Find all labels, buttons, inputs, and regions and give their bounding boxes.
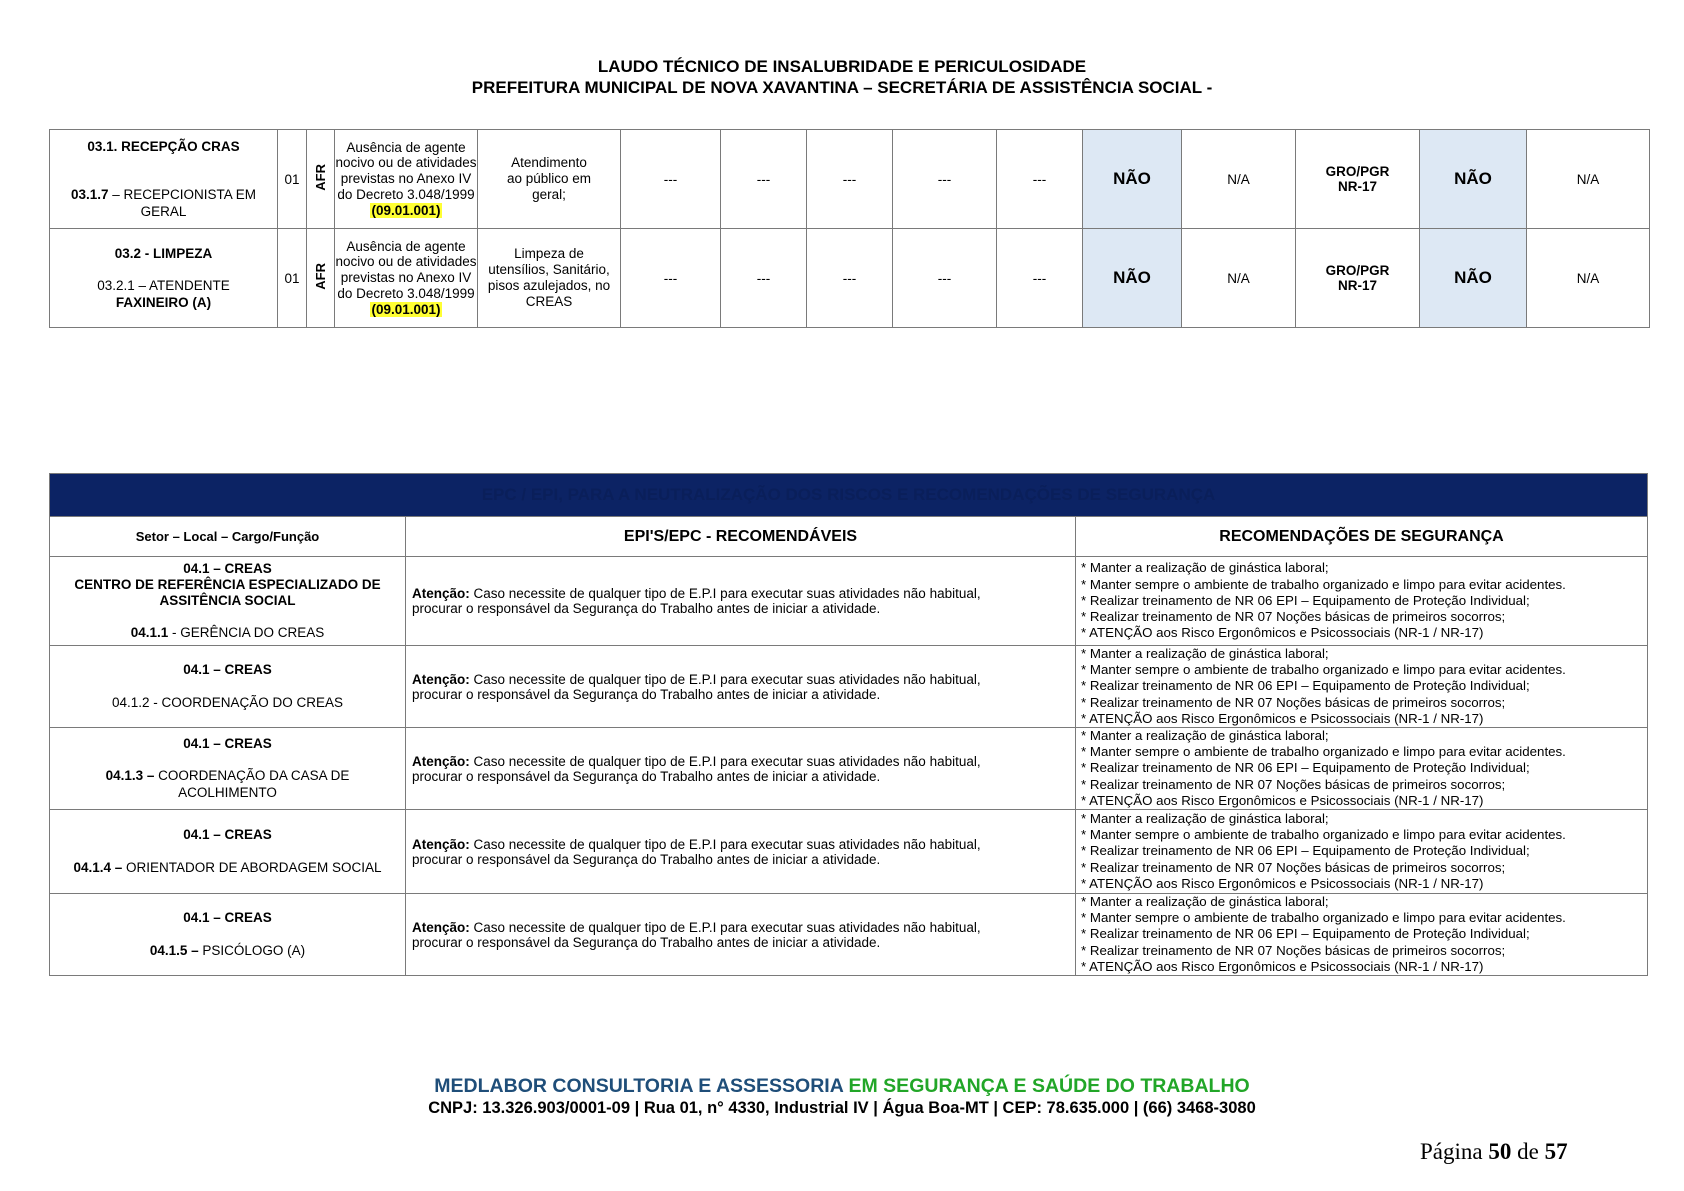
- dash-cell: ---: [997, 229, 1083, 328]
- recommendations-cell: [1076, 646, 1648, 728]
- risk-table: [49, 129, 1650, 328]
- role-text: - GERÊNCIA DO CREAS: [168, 625, 325, 641]
- attention-line-2: procurar o responsável da Segurança do Trabalho antes de iniciar a atividade.: [412, 934, 881, 950]
- risk-row: [50, 130, 1650, 229]
- epi-cell: [406, 557, 1076, 646]
- sector-title: 04.1 – CREAS: [183, 560, 272, 576]
- dash-cell: ---: [893, 130, 997, 229]
- recommendation-item: * ATENÇÃO aos Risco Ergonômicos e Psicossociais (NR-1 / NR-17): [1081, 875, 1484, 891]
- sector-title: 04.1 – CREAS: [183, 662, 272, 678]
- attention-label: Atenção:: [412, 753, 470, 769]
- attention-line-2: procurar o responsável da Segurança do Trabalho antes de iniciar a atividade.: [412, 601, 881, 616]
- recommendation-item: * Realizar treinamento de NR 06 EPI – Equipamento de Proteção Individual;: [1081, 592, 1530, 608]
- grau-cell: N/A: [1182, 229, 1296, 328]
- recommendation-item: * ATENÇÃO aos Risco Ergonômicos e Psicossociais (NR-1 / NR-17): [1081, 792, 1484, 808]
- attention-text: Caso necessite de qualquer tipo de E.P.I para executar suas atividades não habitual,: [469, 671, 981, 687]
- insalubridade-cell: NÃO: [1083, 229, 1182, 328]
- recommendations-cell: [1076, 894, 1648, 976]
- col-header-sector: Setor – Local – Cargo/Função: [50, 517, 406, 557]
- attention-line: [412, 837, 1075, 852]
- qty-cell: 01: [278, 229, 307, 328]
- epc-row: [50, 557, 1648, 646]
- activity-cell: Atendimento ao público em geral;: [478, 130, 621, 229]
- epc-row: [50, 728, 1648, 810]
- risk-type-cell: [307, 229, 335, 328]
- attention-line-2: procurar o responsável da Segurança do Trabalho antes de iniciar a atividade.: [412, 851, 881, 867]
- sector-cell: [50, 557, 406, 646]
- recommendation-item: * Realizar treinamento de NR 07 Noções básicas de primeiros socorros;: [1081, 694, 1506, 710]
- recommendation-item: * Manter a realização de ginástica laboral;: [1081, 560, 1329, 576]
- recommendations-cell: [1076, 728, 1648, 810]
- dash-cell: ---: [621, 130, 721, 229]
- page-total: 57: [1544, 1139, 1568, 1164]
- agent-cell: [335, 229, 478, 328]
- attention-line: [412, 754, 1075, 769]
- sector-title: 04.1 – CREAS: [183, 827, 272, 843]
- agent-text: Ausência de agente nocivo ou de atividades previstas no Anexo IV do Decreto 3.048/1999: [335, 238, 477, 301]
- attention-label: Atenção:: [412, 586, 470, 601]
- role-text: 04.1.2 - COORDENAÇÃO DO CREAS: [111, 694, 344, 710]
- footer-company-blue: MEDLABOR CONSULTORIA E ASSESSORIA: [434, 1075, 844, 1097]
- epc-row: [50, 810, 1648, 894]
- role-code: 04.1.5 –: [149, 942, 199, 958]
- role-text: COORDENAÇÃO DA CASA DE ACOLHIMENTO: [154, 768, 350, 800]
- attention-line: [412, 586, 1075, 601]
- recommendation-item: * Realizar treinamento de NR 06 EPI – Equipamento de Proteção Individual;: [1081, 760, 1530, 776]
- recommendation-item: * Manter a realização de ginástica laboral;: [1081, 646, 1329, 661]
- epc-row: [50, 646, 1648, 728]
- attention-text: Caso necessite de qualquer tipo de E.P.I para executar suas atividades não habitual,: [469, 836, 981, 852]
- dash-cell: ---: [807, 229, 893, 328]
- attention-text: Caso necessite de qualquer tipo de E.P.I para executar suas atividades não habitual,: [469, 753, 981, 769]
- sector-cell: [50, 229, 278, 328]
- dash-cell: ---: [721, 130, 807, 229]
- role-text: – RECEPCIONISTA EM GERAL: [108, 187, 257, 219]
- role-text: FAXINEIRO (A): [115, 295, 212, 310]
- insalubridade-cell: NÃO: [1083, 130, 1182, 229]
- recommendation-item: * ATENÇÃO aos Risco Ergonômicos e Psicossociais (NR-1 / NR-17): [1081, 958, 1484, 974]
- attention-line: [412, 672, 1075, 687]
- sector-title: 04.1 – CREAS: [183, 736, 272, 752]
- epi-cell: [406, 894, 1076, 976]
- sector-cell: [50, 646, 406, 728]
- sector-title: 04.1 – CREAS: [183, 910, 272, 926]
- recommendation-item: * Manter sempre o ambiente de trabalho organizado e limpo para evitar acidentes.: [1081, 910, 1566, 926]
- attention-label: Atenção:: [412, 919, 470, 935]
- role-code: 04.1.4 –: [73, 859, 123, 875]
- attention-text: Caso necessite de qualquer tipo de E.P.I para executar suas atividades não habitual,: [469, 586, 981, 601]
- recommendation-item: * Manter sempre o ambiente de trabalho organizado e limpo para evitar acidentes.: [1081, 576, 1566, 592]
- recommendation-item: * Manter a realização de ginástica laboral;: [1081, 811, 1329, 827]
- role-label: [56, 943, 399, 959]
- recommendation-item: * ATENÇÃO aos Risco Ergonômicos e Psicossociais (NR-1 / NR-17): [1081, 710, 1484, 726]
- document-subtitle: PREFEITURA MUNICIPAL DE NOVA XAVANTINA – SECRETÁRIA DE ASSISTÊNCIA SOCIAL -: [471, 78, 1213, 97]
- periculosidade-cell: NÃO: [1420, 229, 1527, 328]
- recommendations-cell: [1076, 810, 1648, 894]
- footer-address: CNPJ: 13.326.903/0001-09 | Rua 01, n° 4330, Industrial IV | Água Boa-MT | CEP: 78.635.000 | (66) 3468-3080: [428, 1099, 1256, 1117]
- sector-title: 03.1. RECEPÇÃO CRAS: [87, 139, 240, 154]
- epi-cell: [406, 728, 1076, 810]
- grau-cell: N/A: [1527, 229, 1650, 328]
- epc-banner: EPC / EPI, PARA A NEUTRALIZAÇÃO DOS RISCOS E RECOMENDAÇÕES DE SEGURANÇA: [50, 474, 1648, 517]
- recommendation-item: * Realizar treinamento de NR 06 EPI – Equipamento de Proteção Individual;: [1081, 678, 1530, 694]
- recommendation-item: * ATENÇÃO aos Risco Ergonômicos e Psicossociais (NR-1 / NR-17): [1081, 625, 1484, 641]
- attention-label: Atenção:: [412, 671, 470, 687]
- role-label: [56, 768, 399, 800]
- attention-text: Caso necessite de qualquer tipo de E.P.I para executar suas atividades não habitual,: [469, 919, 981, 935]
- agent-code: (09.01.001): [371, 202, 441, 218]
- epc-header-row: [50, 517, 1648, 557]
- grau-cell: N/A: [1527, 130, 1650, 229]
- epi-cell: [406, 810, 1076, 894]
- page-number: [1420, 1139, 1568, 1165]
- attention-line: [412, 920, 1075, 935]
- sector-cell: [50, 894, 406, 976]
- recommendation-item: * Realizar treinamento de NR 07 Noções básicas de primeiros socorros;: [1081, 609, 1506, 625]
- page-current: 50: [1488, 1139, 1512, 1164]
- role-code: 03.2.1 – ATENDENTE: [97, 278, 230, 293]
- recommendation-item: * Realizar treinamento de NR 06 EPI – Equipamento de Proteção Individual;: [1081, 926, 1530, 942]
- dash-cell: ---: [807, 130, 893, 229]
- recommendation-item: * Manter sempre o ambiente de trabalho organizado e limpo para evitar acidentes.: [1081, 744, 1566, 760]
- recommendation-item: * Realizar treinamento de NR 07 Noções básicas de primeiros socorros;: [1081, 942, 1506, 958]
- col-header-recommendations: RECOMENDAÇÕES DE SEGURANÇA: [1076, 517, 1648, 557]
- sector-cell: [50, 810, 406, 894]
- sector-title: 03.2 - LIMPEZA: [114, 246, 213, 261]
- sector-subtitle: CENTRO DE REFERÊNCIA ESPECIALIZADO DE ASSITÊNCIA SOCIAL: [74, 576, 381, 608]
- dash-cell: ---: [893, 229, 997, 328]
- role-label: [56, 860, 399, 876]
- attention-line-2: procurar o responsável da Segurança do Trabalho antes de iniciar a atividade.: [412, 768, 881, 784]
- sector-cell: [50, 728, 406, 810]
- program-cell: GRO/PGR NR-17: [1296, 130, 1420, 229]
- recommendation-item: * Manter sempre o ambiente de trabalho organizado e limpo para evitar acidentes.: [1081, 662, 1566, 678]
- agent-code: (09.01.001): [371, 301, 441, 317]
- qty-cell: 01: [278, 130, 307, 229]
- epc-row: [50, 894, 1648, 976]
- risk-type-label: AFR: [313, 263, 328, 290]
- document-title: LAUDO TÉCNICO DE INSALUBRIDADE E PERICULOSIDADE: [597, 57, 1087, 76]
- epc-table: [49, 473, 1648, 976]
- recommendation-item: * Manter a realização de ginástica laboral;: [1081, 728, 1329, 744]
- page-label: Página: [1420, 1139, 1483, 1164]
- page-of: de: [1517, 1139, 1539, 1164]
- risk-row: [50, 229, 1650, 328]
- activity-cell: Limpeza de utensílios, Sanitário, pisos azulejados, no CREAS: [478, 229, 621, 328]
- role-text: PSICÓLOGO (A): [198, 942, 306, 958]
- attention-line-2: procurar o responsável da Segurança do Trabalho antes de iniciar a atividade.: [412, 686, 881, 702]
- recommendations-cell: [1076, 557, 1648, 646]
- footer-company-green: EM SEGURANÇA E SAÚDE DO TRABALHO: [843, 1075, 1250, 1097]
- role-code: 04.1.3 –: [105, 768, 155, 784]
- col-header-epi: EPI'S/EPC - RECOMENDÁVEIS: [406, 517, 1076, 557]
- role-text: ORIENTADOR DE ABORDAGEM SOCIAL: [122, 859, 382, 875]
- program-cell: GRO/PGR NR-17: [1296, 229, 1420, 328]
- epi-cell: [406, 646, 1076, 728]
- dash-cell: ---: [721, 229, 807, 328]
- recommendation-item: * Realizar treinamento de NR 07 Noções básicas de primeiros socorros;: [1081, 776, 1506, 792]
- agent-cell: [335, 130, 478, 229]
- recommendation-item: * Realizar treinamento de NR 06 EPI – Equipamento de Proteção Individual;: [1081, 843, 1530, 859]
- role-code: 04.1.1: [130, 625, 169, 641]
- risk-type-cell: [307, 130, 335, 229]
- agent-text: Ausência de agente nocivo ou de atividades previstas no Anexo IV do Decreto 3.048/1999: [335, 139, 477, 202]
- dash-cell: ---: [621, 229, 721, 328]
- risk-type-label: AFR: [313, 164, 328, 191]
- recommendation-item: * Manter sempre o ambiente de trabalho organizado e limpo para evitar acidentes.: [1081, 827, 1566, 843]
- recommendation-item: * Manter a realização de ginástica laboral;: [1081, 894, 1329, 910]
- role-label: [56, 186, 271, 220]
- role-code: 03.1.7: [70, 187, 109, 202]
- recommendation-item: * Realizar treinamento de NR 07 Noções básicas de primeiros socorros;: [1081, 859, 1506, 875]
- sector-cell: [50, 130, 278, 229]
- footer-company: [0, 1075, 1684, 1098]
- attention-label: Atenção:: [412, 836, 470, 852]
- periculosidade-cell: NÃO: [1420, 130, 1527, 229]
- epc-banner-row: [50, 474, 1648, 517]
- grau-cell: N/A: [1182, 130, 1296, 229]
- role-label: [56, 625, 399, 641]
- dash-cell: ---: [997, 130, 1083, 229]
